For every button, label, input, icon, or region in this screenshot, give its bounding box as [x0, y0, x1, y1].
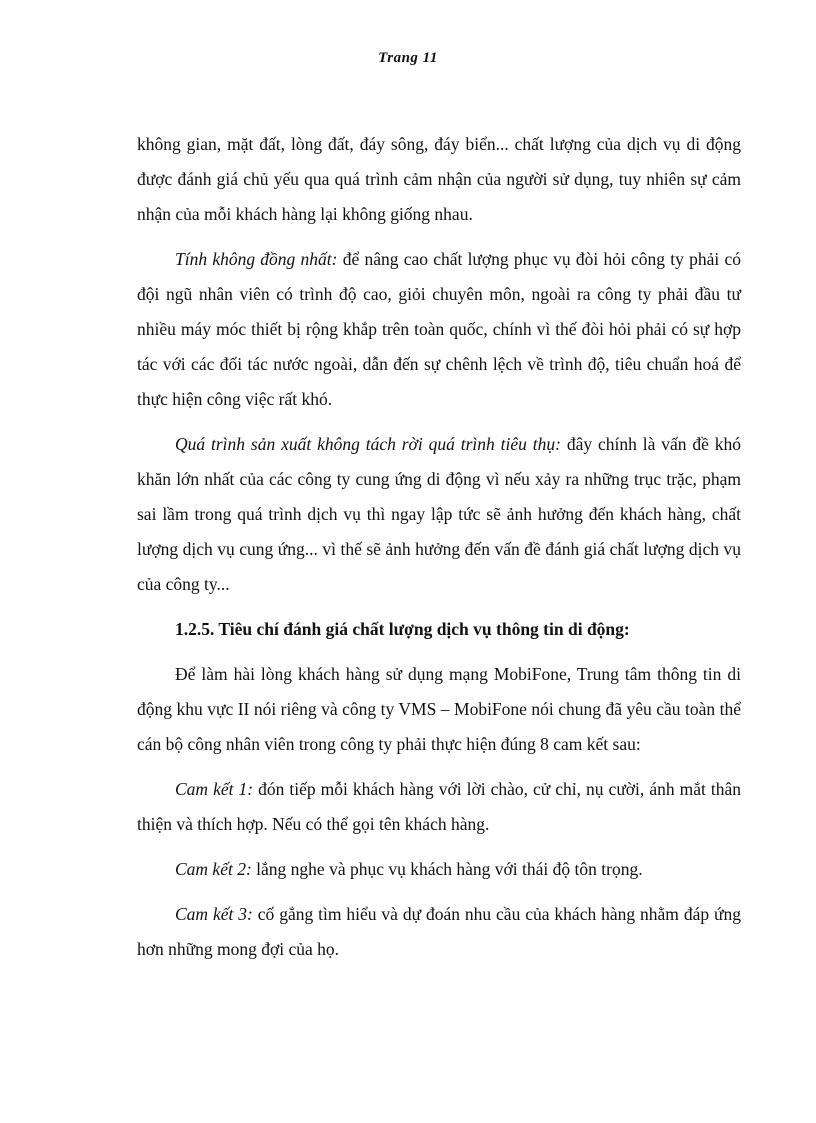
paragraph-inseparability	[137, 427, 741, 602]
commitment-lead: Cam kết 2:	[175, 859, 252, 879]
paragraph-continuation	[137, 127, 741, 232]
paragraph-lead: Tính không đồng nhất:	[175, 249, 338, 269]
commitment-text: lắng nghe và phục vụ khách hàng với thái độ tôn trọng.	[251, 859, 643, 879]
page-header: Trang 11	[378, 50, 438, 66]
commitment-lead: Cam kết 3:	[175, 904, 253, 924]
commitment-text: cố gắng tìm hiểu và dự đoán nhu cầu của khách hàng nhằm đáp ứng hơn những mong đợi của họ.	[137, 904, 741, 959]
paragraph-text: Để làm hài lòng khách hàng sử dụng mạng MobiFone, Trung tâm thông tin di động khu vực II nói riêng và công ty VMS – MobiFone nói chung đã yêu cầu toàn thể cán bộ công nhân viên trong công ty phải thực hiện đúng 8 cam kết sau:	[137, 664, 741, 754]
document-body	[137, 127, 741, 977]
paragraph-text: không gian, mặt đất, lòng đất, đáy sông, đáy biển... chất lượng của dịch vụ di động được đánh giá chủ yếu qua quá trình cảm nhận của người sử dụng, tuy nhiên sự cảm nhận của mỗi khách hàng lại không giống nhau.	[137, 134, 741, 224]
commitment-3	[137, 897, 741, 967]
section-heading: 1.2.5. Tiêu chí đánh giá chất lượng dịch vụ thông tin di động:	[175, 619, 630, 639]
section-intro	[137, 657, 741, 762]
commitment-2	[137, 852, 741, 887]
commitment-1	[137, 772, 741, 842]
paragraph-text: đây chính là vấn đề khó khăn lớn nhất của các công ty cung ứng di động vì nếu xảy ra những trục trặc, phạm sai lầm trong quá trình dịch vụ thì ngay lập tức sẽ ảnh hưởng đến khách hàng, chất lượng dịch vụ cung ứng... vì thế sẽ ảnh hưởng đến vấn đề đánh giá chất lượng dịch vụ của công ty...	[137, 434, 741, 594]
commitment-lead: Cam kết 1:	[175, 779, 254, 799]
commitment-text: đón tiếp mỗi khách hàng với lời chào, cử chỉ, nụ cười, ánh mắt thân thiện và thích hợp. Nếu có thể gọi tên khách hàng.	[137, 779, 741, 834]
paragraph-lead: Quá trình sản xuất không tách rời quá trình tiêu thụ:	[175, 434, 561, 454]
paragraph-heterogeneity	[137, 242, 741, 417]
paragraph-text: để nâng cao chất lượng phục vụ đòi hỏi công ty phải có đội ngũ nhân viên có trình độ cao, giỏi chuyên môn, ngoài ra công ty phải đầu tư nhiều máy móc thiết bị rộng khắp trên toàn quốc, chính vì thế đòi hỏi phải có sự hợp tác với các đối tác nước ngoài, dẫn đến sự chênh lệch về trình độ, tiêu chuẩn hoá để thực hiện công việc rất khó.	[137, 249, 741, 409]
